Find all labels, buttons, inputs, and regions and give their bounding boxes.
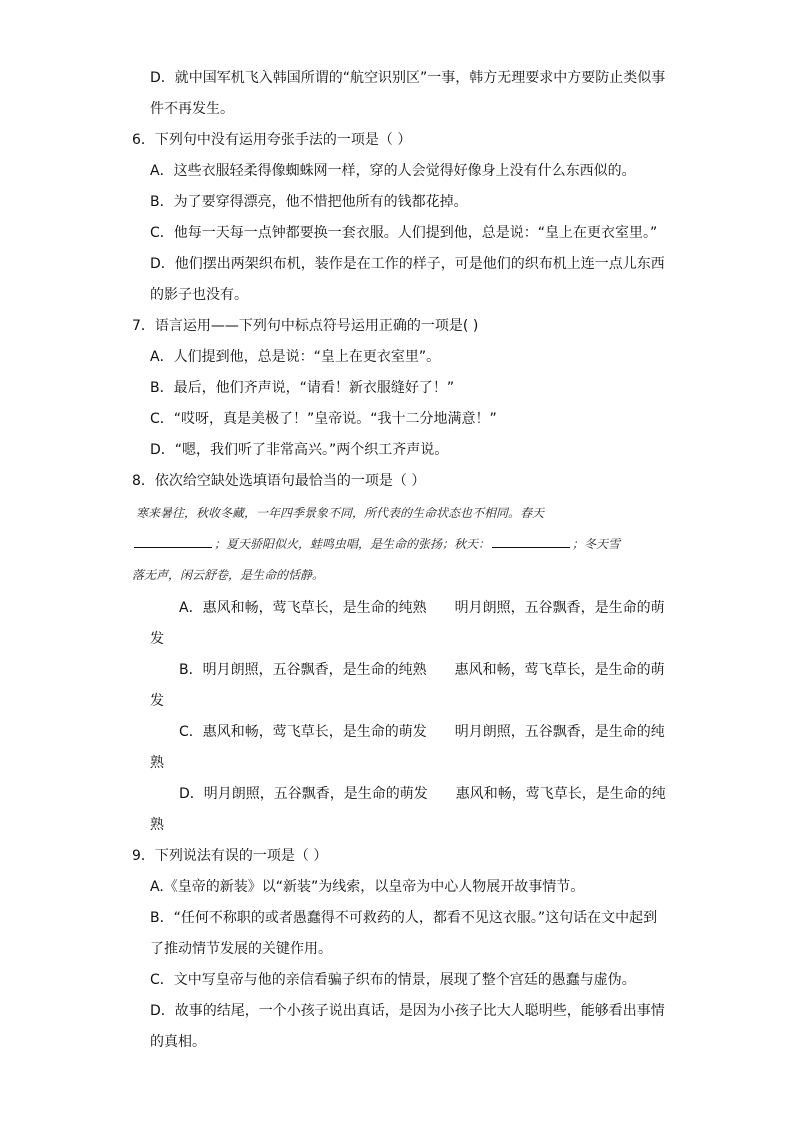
q8-option-c-line2: 熟 <box>150 755 164 771</box>
q8-blank-1 <box>134 534 212 548</box>
q9-option-b-line1: B．“任何不称职的或者愚蠢得不可救药的人，都看不见这衣服。”这句话在文中起到 <box>150 910 658 926</box>
q5-option-d-line2: 件不再发生。 <box>150 101 234 117</box>
q7-option-a: A．人们提到他，总是说：“皇上在更衣室里”。 <box>150 349 441 365</box>
q8-blank-2 <box>492 534 570 548</box>
q6-stem: 6．下列句中没有运用夸张手法的一项是（ ） <box>132 132 412 148</box>
q8-stem: 8．依次给空缺处选填语句最恰当的一项是（ ） <box>132 473 426 489</box>
q8-passage-line2-end: ；冬天雪 <box>572 537 621 551</box>
q6-option-d-line1: D．他们摆出两架织布机，装作是在工作的样子，可是他们的织布机上连一点儿东西 <box>150 256 665 272</box>
q9-stem: 9．下列说法有误的一项是（ ） <box>132 848 328 864</box>
q8-option-d-line2: 熟 <box>150 817 164 833</box>
q8-passage-line3: 落无声，闲云舒卷，是生命的恬静。 <box>132 568 325 582</box>
q6-option-a: A．这些衣服轻柔得像蜘蛛网一样，穿的人会觉得好像身上没有什么东西似的。 <box>150 163 636 179</box>
q8-passage-line2-mid: ；夏天骄阳似火，蛙鸣虫唱，是生命的张扬；秋天： <box>214 537 491 551</box>
q9-option-c: C．文中写皇帝与他的亲信看骗子织布的情景，展现了整个宫廷的愚蠢与虚伪。 <box>150 972 636 988</box>
q9-option-d-line2: 的真相。 <box>150 1034 206 1050</box>
q8-passage-line1: 寒来暑往，秋收冬藏，一年四季景象不同，所代表的生命状态也不相同。春天 <box>136 506 545 520</box>
q8-option-a-line1: A．惠风和畅，莺飞草长，是生命的纯熟 明月朗照，五谷飘香，是生命的萌 <box>179 600 665 616</box>
q8-passage-line2 <box>132 534 620 554</box>
q9-option-b-line2: 了推动情节发展的关键作用。 <box>150 941 332 957</box>
q6-option-c: C．他每一天每一点钟都要换一套衣服。人们提到他，总是说：“皇上在更衣室里。” <box>150 225 658 241</box>
q7-option-d: D．“嗯，我们听了非常高兴。”两个织工齐声说。 <box>150 442 449 458</box>
q5-option-d-line1: D．就中国军机飞入韩国所谓的“航空识别区”一事，韩方无理要求中方要防止类似事 <box>150 70 666 86</box>
q8-option-b-line1: B．明月朗照，五谷飘香，是生命的纯熟 惠风和畅，莺飞草长，是生命的萌 <box>179 662 665 678</box>
q8-option-a-line2: 发 <box>150 631 164 647</box>
q6-option-b: B．为了要穿得漂亮，他不惜把他所有的钱都花掉。 <box>150 194 468 210</box>
q9-option-a: A.《皇帝的新装》以“新装”为线索，以皇帝为中心人物展开故事情节。 <box>150 879 585 895</box>
q9-option-d-line1: D．故事的结尾，一个小孩子说出真话，是因为小孩子比大人聪明些，能够看出事情 <box>150 1003 665 1019</box>
q7-option-b: B．最后，他们齐声说，“请看！新衣服缝好了！” <box>150 380 455 396</box>
q8-option-b-line2: 发 <box>150 693 164 709</box>
q7-stem: 7．语言运用——下列句中标点符号运用正确的一项是( ) <box>132 318 479 334</box>
q8-option-c-line1: C．惠风和畅，莺飞草长，是生命的萌发 明月朗照，五谷飘香，是生命的纯 <box>179 724 665 740</box>
q7-option-c: C．“哎呀，真是美极了！”皇帝说。“我十二分地满意！” <box>150 411 497 427</box>
q6-option-d-line2: 的影子也没有。 <box>150 287 248 303</box>
q8-option-d-line1: D．明月朗照，五谷飘香，是生命的萌发 惠风和畅，莺飞草长，是生命的纯 <box>179 786 666 802</box>
